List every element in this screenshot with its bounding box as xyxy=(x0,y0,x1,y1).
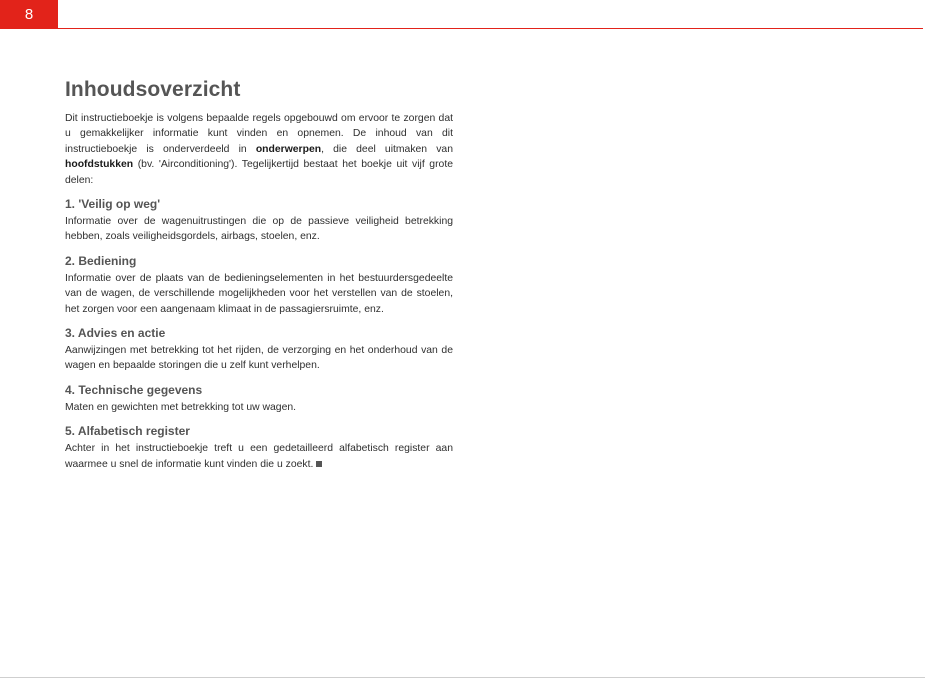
section-text: Achter in het instructieboekje treft u een gedetailleerd alfabetisch register aan waarmee u snel de informatie kunt vinden die u zoekt. xyxy=(65,443,453,470)
intro-text-2: , die deel uitmaken van xyxy=(321,143,453,155)
section-text-wrapper xyxy=(65,441,453,472)
page-number-tab xyxy=(0,0,58,29)
section-title: 4. Technische gegevens xyxy=(65,382,203,397)
section-title: 2. Bediening xyxy=(65,253,137,268)
section-text: Aanwijzingen met betrekking tot het rijden, de verzorging en het onderhoud van de wagen en bepaalde storingen die u zelf kunt verhelpen. xyxy=(65,345,453,372)
section-text: Informatie over de wagenuitrustingen die op de passieve veiligheid betrekking hebben, zoals veiligheidsgordels, airbags, stoelen, enz. xyxy=(65,216,453,243)
intro-paragraph xyxy=(65,111,453,188)
section-alfabetisch-register xyxy=(65,424,453,472)
footer-rule xyxy=(0,677,925,678)
section-title: 3. Advies en actie xyxy=(65,326,166,341)
header-rule xyxy=(58,28,923,29)
intro-text-1: Dit instructieboekje is volgens bepaalde regels opgebouwd om ervoor te zorgen dat u gemakkelijker informatie kunt vinden en opnemen. De inhoud van dit instructieboekje is onderverdeeld in xyxy=(65,113,453,155)
end-of-section-square-icon xyxy=(316,461,322,467)
section-title: 1. 'Veilig op weg' xyxy=(65,197,161,212)
section-title: 5. Alfabetisch register xyxy=(65,424,190,439)
section-text: Informatie over de plaats van de bedieningselementen in het bestuurdersgedeelte van de wagen, de verschillende mogelijkheden voor het verstellen van de stoelen, het zorgen voor een aangenaam klimaat in de passagiersruimte, enz. xyxy=(65,272,453,315)
section-technische-gegevens xyxy=(65,383,453,415)
intro-bold-onderwerpen: onderwerpen xyxy=(255,143,322,155)
page-number: 8 xyxy=(24,6,34,23)
section-advies-en-actie xyxy=(65,326,453,374)
section-text: Maten en gewichten met betrekking tot uw wagen. xyxy=(65,401,297,413)
intro-text-3: (bv. 'Airconditioning'). Tegelijkertijd bestaat het boekje uit vijf grote delen: xyxy=(65,159,453,186)
section-bediening xyxy=(65,254,453,317)
intro-bold-hoofdstukken: hoofdstukken xyxy=(65,159,134,171)
page-title: Inhoudsoverzicht xyxy=(65,78,241,101)
section-veilig-op-weg xyxy=(65,197,453,245)
page-content xyxy=(65,78,453,472)
